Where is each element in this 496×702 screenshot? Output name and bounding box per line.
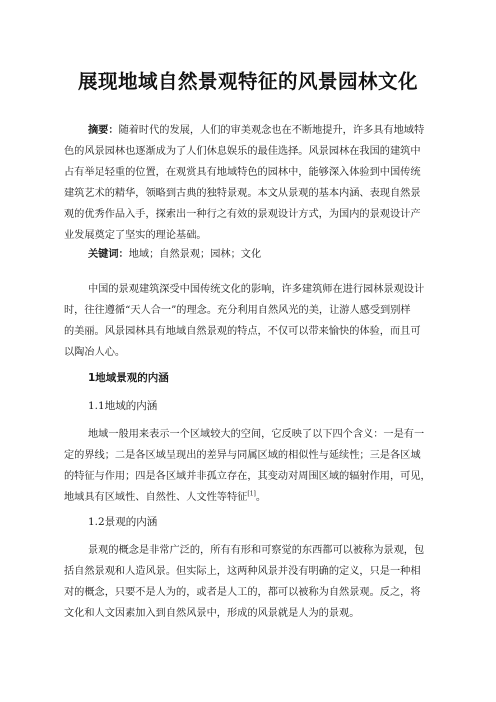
s11-line-3: 的特征与作用；四是各区域并非孤立存在，其变动对周围区域的辐射作用，可见， xyxy=(64,471,431,482)
section-1-2-heading: 1.2景观的内涵 xyxy=(88,516,158,528)
intro-line-2: 时，往往遵循“天人合一”的理念。充分利用自然风光的美，让游人感受到别样 xyxy=(64,305,411,316)
abstract-line-5: 观的优秀作品入手，探索出一种行之有效的景观设计方式，为国内的景观设计产 xyxy=(64,209,421,220)
keywords-paragraph xyxy=(64,244,436,265)
keywords-line xyxy=(64,244,436,265)
s12-line-2: 括自然景观和人造风景。但实际上，这两种风景并没有明确的定义，只是一种相 xyxy=(64,566,421,577)
abstract-line-3: 占有举足轻重的位置，在观赏具有地域特色的园林中，能够深入体验到中国传统 xyxy=(64,167,421,178)
s12-line-3: 对的概念，只要不是人为的，或者是人工的，都可以被称为自然景观。反之，将 xyxy=(64,587,421,598)
intro-line-4: 以陶冶人心。 xyxy=(64,347,126,358)
abstract-line-2: 色的风景园林也逐渐成为了人们休息娱乐的最佳选择。风景园林在我国的建筑中 xyxy=(64,146,421,157)
abstract-line-1 xyxy=(64,120,436,141)
section-1-1-heading: 1.1地域的内涵 xyxy=(88,400,158,412)
s12-line-1: 景观的概念是非常广泛的，所有有形和可察觉的东西都可以被称为景观，包 xyxy=(88,545,425,556)
s11-line-1: 地域一般用来表示一个区域较大的空间，它反映了以下四个含义：一是有一 xyxy=(88,429,425,440)
intro-line-1: 中国的景观建筑深受中国传统文化的影响，许多建筑师在进行园林景观设计 xyxy=(88,284,425,295)
abstract-paragraph xyxy=(64,120,436,246)
intro-paragraph xyxy=(64,279,436,363)
s11-line-4-text: 地域具有区域性、自然性、人文性等特征 xyxy=(64,492,248,503)
citation-ref: [1] xyxy=(247,490,256,498)
s12-line-4: 文化和人文因素加入到自然风景中，形成的风景就是人为的景观。 xyxy=(64,608,360,619)
s11-line-4-end: 。 xyxy=(255,492,267,503)
s11-line-2: 定的界线；二是各区域呈现出的差异与同属区域的相似性与延续性；三是各区域 xyxy=(64,450,421,461)
keywords-label: 关键词： xyxy=(88,249,129,260)
keywords-text: 地域；自然景观；园林；文化 xyxy=(128,249,262,260)
abstract-line-6: 业发展奠定了坚实的理论基础。 xyxy=(64,230,207,241)
section-1-heading: 1地域景观的内涵 xyxy=(88,372,169,384)
section-1-1-paragraph xyxy=(64,424,436,508)
intro-line-3: 的美丽。风景园林具有地域自然景观的特点，不仅可以带来愉快的体验，而且可 xyxy=(64,326,421,337)
abstract-line-4: 建筑艺术的精华，领略到古典的独特景观。本文从景观的基本内涵、表现自然景 xyxy=(64,188,421,199)
document-title: 展现地域自然景观特征的风景园林文化 xyxy=(77,70,418,93)
s11-line-4 xyxy=(64,487,436,508)
abstract-text-1: 随着时代的发展，人们的审美观念也在不断地提升，许多具有地域特 xyxy=(118,125,425,136)
abstract-label: 摘要： xyxy=(88,125,119,136)
section-1-2-paragraph xyxy=(64,540,436,624)
